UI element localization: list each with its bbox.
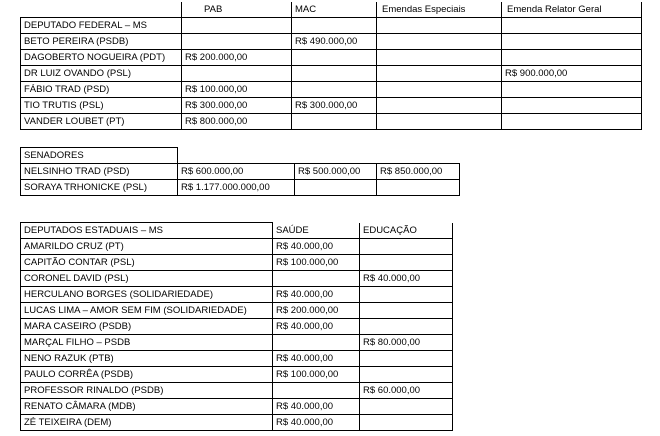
saude-value: R$ 40.000,00: [273, 351, 360, 367]
saude-value: R$ 40.000,00: [273, 239, 360, 255]
table-row: [21, 66, 642, 82]
educacao-value: [360, 415, 453, 431]
especiais-value: [377, 66, 502, 82]
educacao-value: [360, 399, 453, 415]
empty-cell: [292, 18, 377, 34]
col-saude-header: SAÚDE: [273, 223, 360, 239]
deputy-name: NENO RAZUK (PTB): [21, 351, 273, 367]
senadores-table: [20, 147, 460, 196]
deputy-name: HERCULANO BORGES (SOLIDARIEDADE): [21, 287, 273, 303]
empty-cell: [502, 18, 642, 34]
pab-value: R$ 800.000,00: [182, 114, 292, 130]
pab-value: [182, 66, 292, 82]
table-row: [21, 239, 453, 255]
deputy-name: RENATO CÂMARA (MDB): [21, 399, 273, 415]
relator-value: [502, 82, 642, 98]
especiais-value: [377, 34, 502, 50]
federal-corner: [21, 2, 182, 18]
senator-value-2: [295, 180, 377, 196]
saude-value: R$ 40.000,00: [273, 415, 360, 431]
relator-value: [502, 34, 642, 50]
deputy-name: PROFESSOR RINALDO (PSDB): [21, 383, 273, 399]
table-row: [21, 114, 642, 130]
deputy-name: ZÉ TEIXEIRA (DEM): [21, 415, 273, 431]
col-pab-header: PAB: [182, 2, 292, 18]
senator-value-1: R$ 1.177.000.000,00: [178, 180, 295, 196]
table-row: [21, 98, 642, 114]
table-row: [21, 271, 453, 287]
col-emendas-especiais-header: Emendas Especiais: [377, 2, 502, 18]
col-educacao-header: EDUCAÇÃO: [360, 223, 453, 239]
senadores-title-row: [21, 148, 460, 164]
especiais-value: [377, 50, 502, 66]
mac-value: [292, 50, 377, 66]
especiais-value: [377, 82, 502, 98]
saude-value: [273, 271, 360, 287]
deputy-name: CAPITÃO CONTAR (PSL): [21, 255, 273, 271]
table-row: [21, 180, 460, 196]
saude-value: R$ 100.000,00: [273, 255, 360, 271]
mac-value: [292, 114, 377, 130]
federal-title: DEPUTADO FEDERAL – MS: [21, 18, 182, 34]
educacao-value: [360, 255, 453, 271]
col-mac-header: MAC: [292, 2, 377, 18]
mac-value: R$ 490.000,00: [292, 34, 377, 50]
mac-value: [292, 66, 377, 82]
saude-value: R$ 40.000,00: [273, 319, 360, 335]
pab-value: R$ 200.000,00: [182, 50, 292, 66]
relator-value: [502, 50, 642, 66]
especiais-value: [377, 98, 502, 114]
deputy-name: MARA CASEIRO (PSDB): [21, 319, 273, 335]
senator-value-1: R$ 600.000,00: [178, 164, 295, 180]
mac-value: [292, 82, 377, 98]
deputy-name: BETO PEREIRA (PSDB): [21, 34, 182, 50]
relator-value: R$ 900.000,00: [502, 66, 642, 82]
table-row: [21, 255, 453, 271]
empty-cell: [182, 18, 292, 34]
estaduais-table: [20, 222, 453, 431]
saude-value: R$ 40.000,00: [273, 399, 360, 415]
saude-value: R$ 100.000,00: [273, 367, 360, 383]
educacao-value: [360, 319, 453, 335]
senator-value-3: [377, 180, 460, 196]
saude-value: [273, 335, 360, 351]
senator-value-3: R$ 850.000,00: [377, 164, 460, 180]
table-row: [21, 367, 453, 383]
empty-cell: [377, 148, 460, 164]
educacao-value: [360, 303, 453, 319]
deputy-name: DAGOBERTO NOGUEIRA (PDT): [21, 50, 182, 66]
col-emenda-relator-header: Emenda Relator Geral: [502, 2, 642, 18]
saude-value: R$ 200.000,00: [273, 303, 360, 319]
deputy-name: AMARILDO CRUZ (PT): [21, 239, 273, 255]
table-row: [21, 164, 460, 180]
empty-cell: [295, 148, 377, 164]
educacao-value: [360, 287, 453, 303]
table-row: [21, 34, 642, 50]
federal-title-row: [21, 18, 642, 34]
table-row: [21, 82, 642, 98]
senadores-title: SENADORES: [21, 148, 178, 164]
educacao-value: [360, 239, 453, 255]
senator-value-2: R$ 500.000,00: [295, 164, 377, 180]
pab-value: R$ 100.000,00: [182, 82, 292, 98]
estaduais-title: DEPUTADOS ESTADUAIS – MS: [21, 223, 273, 239]
deputy-name: VANDER LOUBET (PT): [21, 114, 182, 130]
educacao-value: R$ 40.000,00: [360, 271, 453, 287]
table-row: [21, 399, 453, 415]
pab-value: R$ 300.000,00: [182, 98, 292, 114]
educacao-value: [360, 351, 453, 367]
deputy-name: MARÇAL FILHO – PSDB: [21, 335, 273, 351]
deputy-name: DR LUIZ OVANDO (PSL): [21, 66, 182, 82]
table-row: [21, 50, 642, 66]
table-row: [21, 303, 453, 319]
pab-value: [182, 34, 292, 50]
deputy-name: CORONEL DAVID (PSL): [21, 271, 273, 287]
table-row: [21, 415, 453, 431]
table-row: [21, 319, 453, 335]
empty-cell: [377, 18, 502, 34]
educacao-value: [360, 367, 453, 383]
deputy-name: PAULO CORRÊA (PSDB): [21, 367, 273, 383]
deputy-name: LUCAS LIMA – AMOR SEM FIM (SOLIDARIEDADE): [21, 303, 273, 319]
especiais-value: [377, 114, 502, 130]
empty-cell: [178, 148, 295, 164]
deputy-name: TIO TRUTIS (PSL): [21, 98, 182, 114]
educacao-value: R$ 80.000,00: [360, 335, 453, 351]
saude-value: [273, 383, 360, 399]
relator-value: [502, 114, 642, 130]
educacao-value: R$ 60.000,00: [360, 383, 453, 399]
mac-value: R$ 300.000,00: [292, 98, 377, 114]
federal-table: [20, 2, 642, 130]
senator-name: NELSINHO TRAD (PSD): [21, 164, 178, 180]
table-row: [21, 383, 453, 399]
federal-col-header-row: [21, 2, 642, 18]
saude-value: R$ 40.000,00: [273, 287, 360, 303]
estaduais-header-row: [21, 223, 453, 239]
table-row: [21, 335, 453, 351]
table-row: [21, 351, 453, 367]
table-row: [21, 287, 453, 303]
relator-value: [502, 98, 642, 114]
senator-name: SORAYA TRHONICKE (PSL): [21, 180, 178, 196]
deputy-name: FÁBIO TRAD (PSD): [21, 82, 182, 98]
